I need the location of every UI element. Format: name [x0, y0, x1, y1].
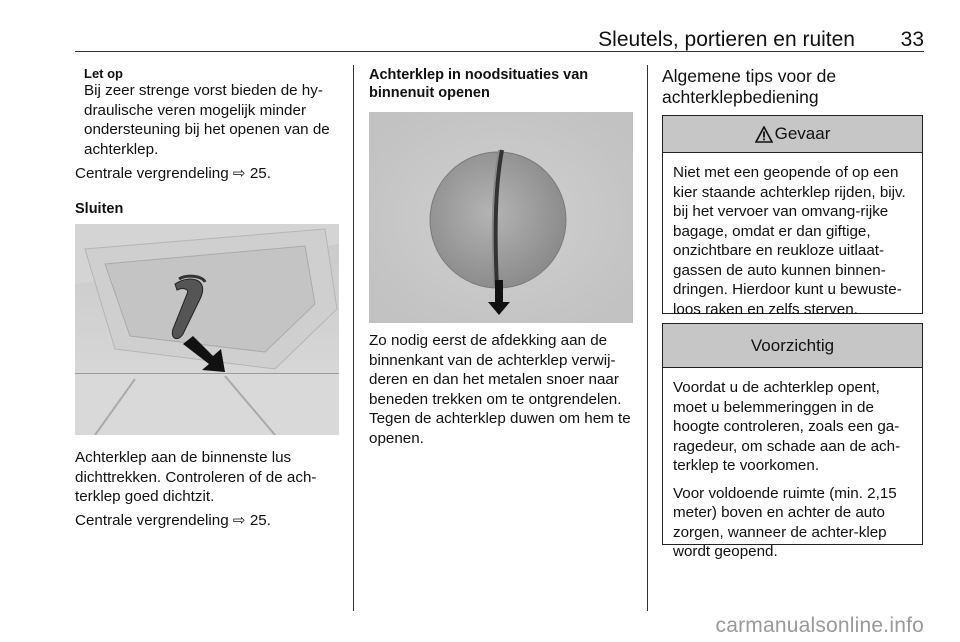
column-divider — [647, 65, 648, 611]
warning-triangle-icon — [755, 126, 773, 143]
caution-box — [662, 323, 923, 560]
header-rule — [75, 51, 924, 52]
column-divider — [353, 65, 354, 611]
caution-box-header — [663, 324, 922, 368]
emergency-instructions: Zo nodig eerst de afdekking aan de binnenkant van de achterklep verwij-deren en dan het metalen snoer naar beneden trekken om te ontgrendelen. Tegen de achterklep duwen om hem te openen. — [369, 332, 631, 447]
section-heading-sluiten: Sluiten — [75, 201, 124, 217]
danger-box — [662, 115, 923, 318]
caution-body — [663, 368, 922, 562]
caution-paragraph: Voordat u de achterklep opent, moet u belemmeringgen in de hoogte controleren, zoals een ga-ragedeur, om schade aan de ach-terklep te voorkomen. — [673, 379, 901, 474]
reference-link[interactable]: Centrale vergrendeling ⇨ 25. — [75, 165, 271, 182]
section-heading-tips: Algemene tips voor de achterklepbediening — [662, 66, 837, 107]
page-number: 33 — [900, 28, 924, 51]
danger-box-header — [663, 116, 922, 153]
reference-link[interactable]: Centrale vergrendeling ⇨ 25. — [75, 512, 271, 529]
danger-text: Niet met een geopende of op een kier staande achterklep rijden, bijv. bij het vervoer van omvang-rijke bagage, omdat er dan giftige, onzichtbare en reukloze uitlaat-gassen de auto kunnen binnen-dringen. Hierdoor kunt u bewuste-loos raken en zelfs sterven. — [673, 164, 906, 318]
figure-caption: Achterklep aan de binnenste lus dichttrekken. Controleren of de ach-terklep goed dichtzit. — [75, 449, 317, 505]
tailgate-loop-illustration — [75, 224, 339, 435]
danger-title: Gevaar — [774, 124, 831, 143]
note-block — [84, 66, 346, 159]
watermark: carmanualsonline.info — [715, 614, 924, 637]
note-title: Let op — [84, 66, 123, 81]
page-header-title: Sleutels, portieren en ruiten — [598, 28, 855, 51]
note-text: Bij zeer strenge vorst bieden de hy-draulische veren mogelijk minder ondersteuning bij het openen van de achterklep. — [84, 82, 330, 158]
caution-paragraph: Voor voldoende ruimte (min. 2,15 meter) boven en achter de auto zorgen, wanneer de achter-klep wordt geopend. — [673, 484, 897, 560]
section-heading-emergency: Achterklep in noodsituaties van binnenuit openen — [369, 67, 589, 101]
caution-title: Voorzichtig — [750, 335, 835, 355]
emergency-cord-illustration — [369, 112, 633, 323]
